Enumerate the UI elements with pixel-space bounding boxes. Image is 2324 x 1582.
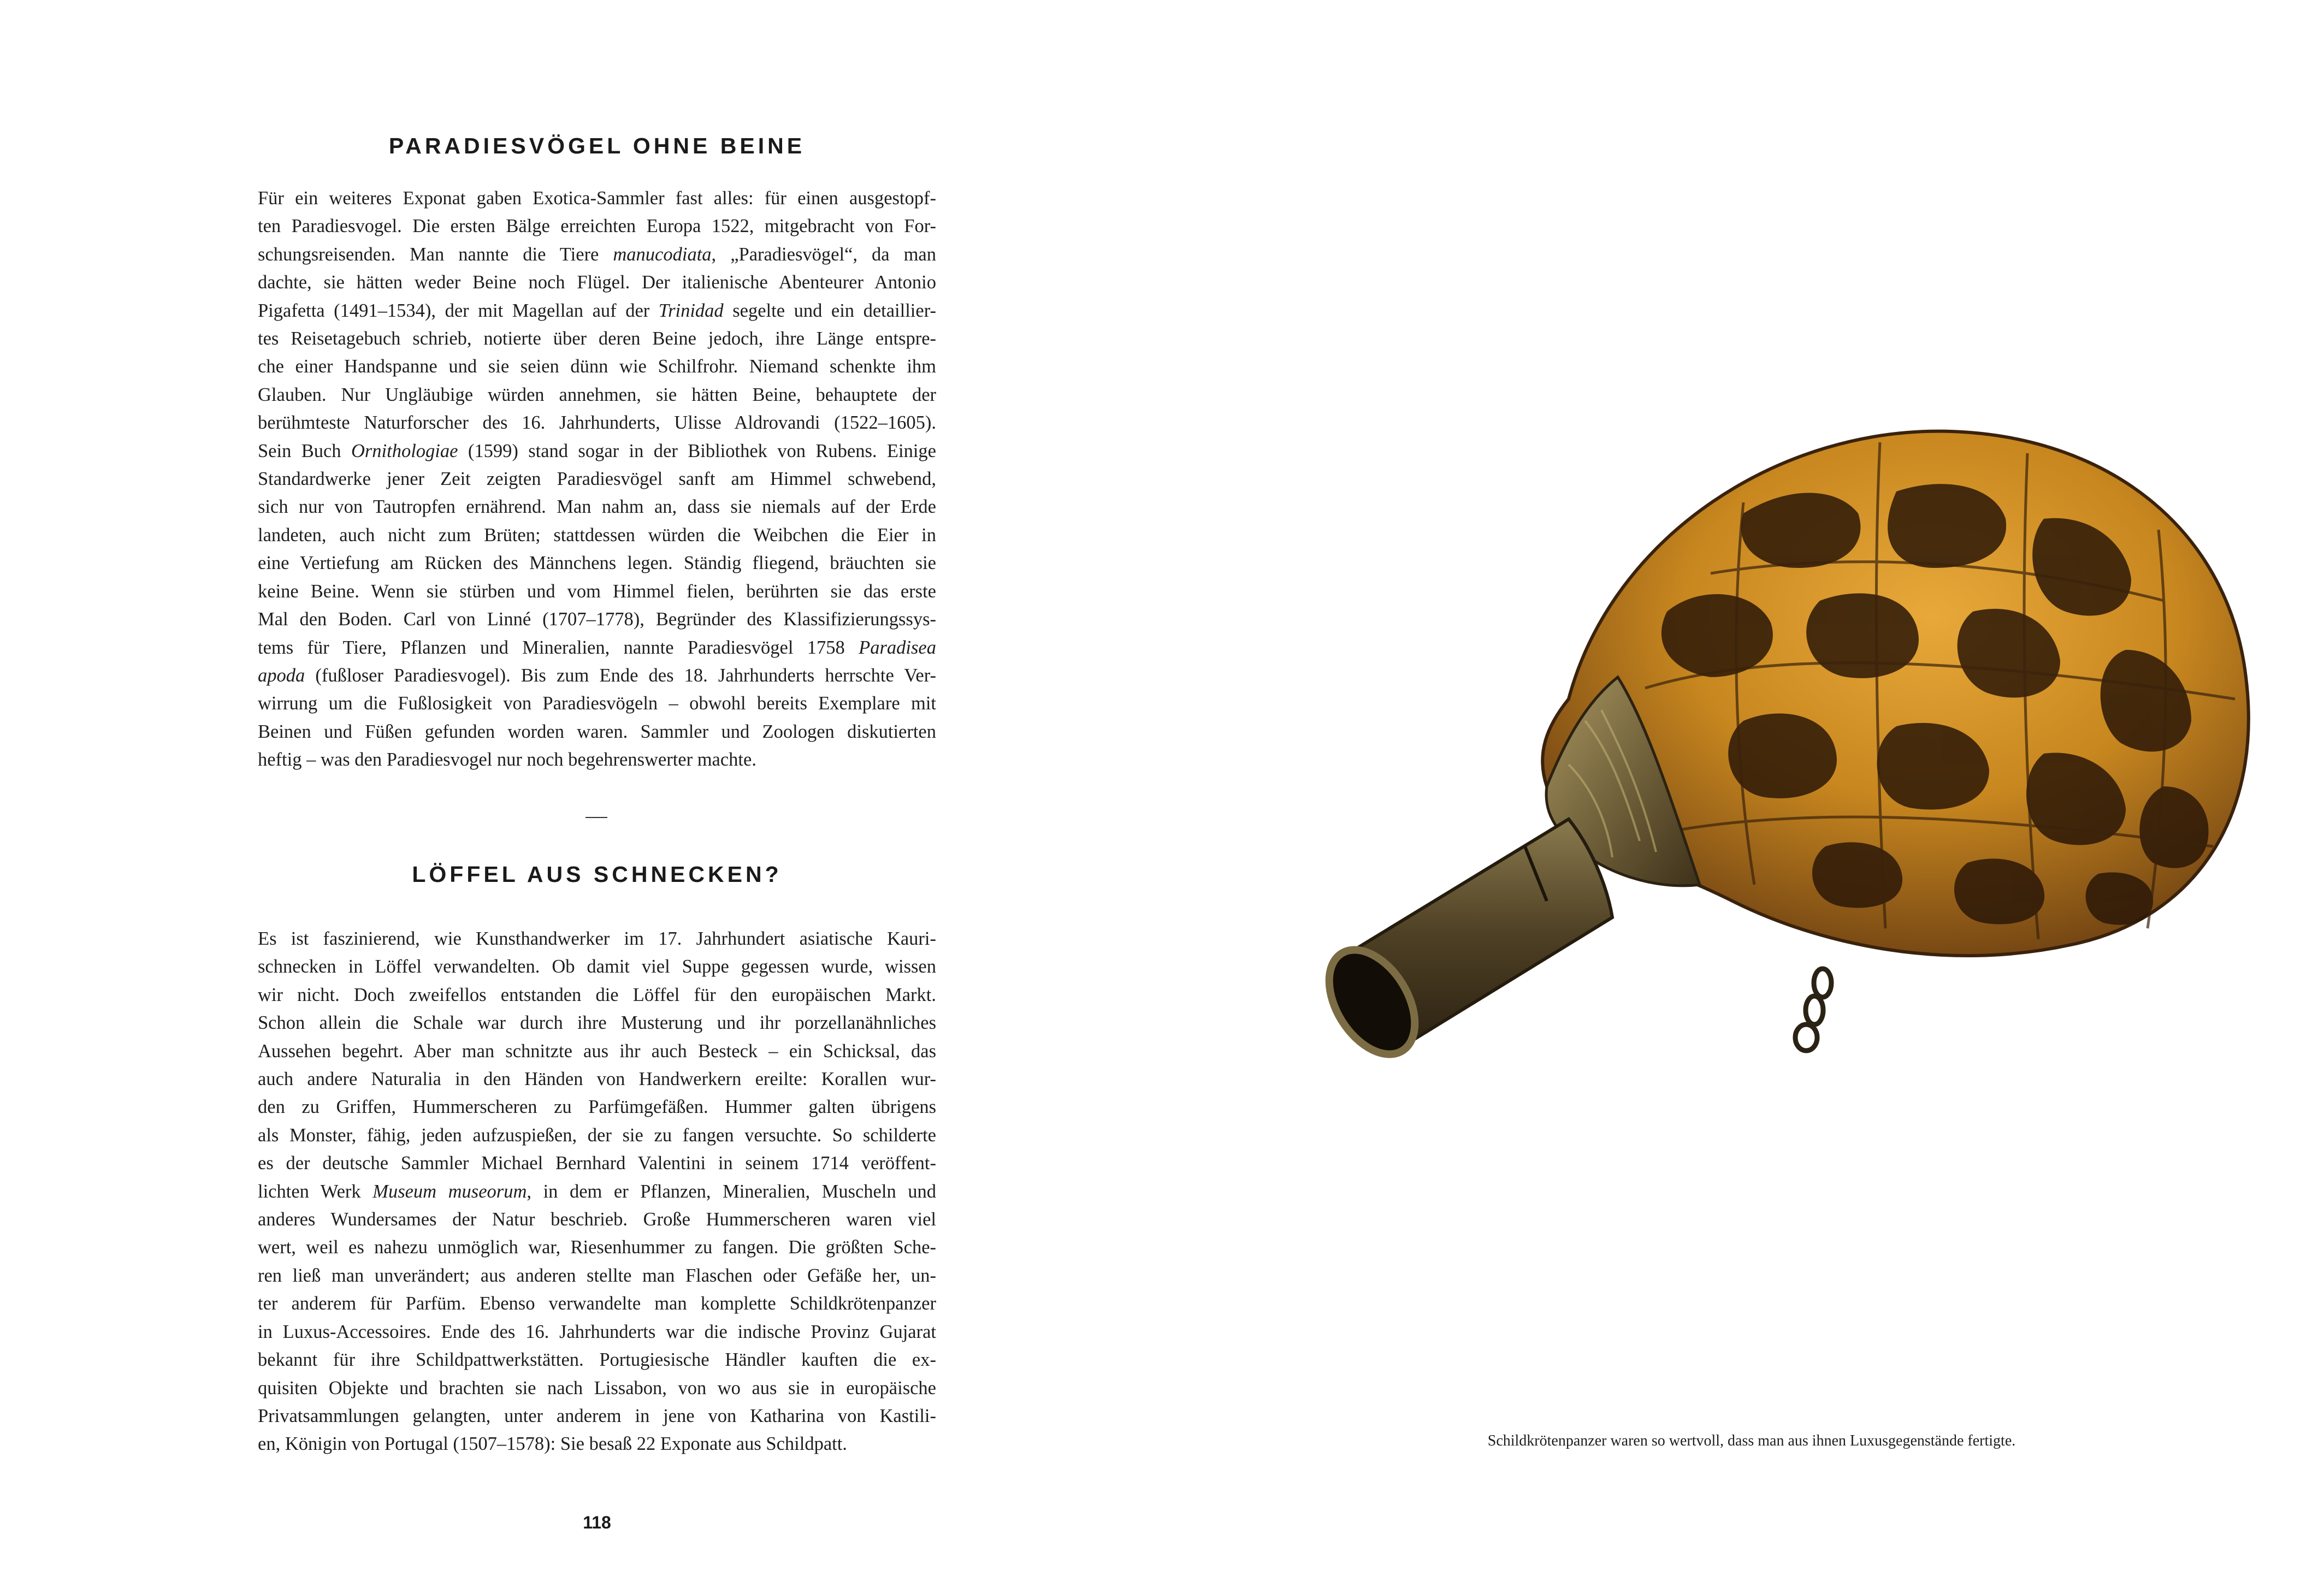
text-line: Pigafetta (1491–1534), der mit Magellan auf der Trinidad segelte und ein detaillier- [258, 300, 936, 321]
text-line: che einer Handspanne und sie seien dünn wie Schilfrohr. Niemand schenkte ihm [258, 356, 936, 377]
text-line: schnecken in Löffel verwandelten. Ob damit viel Suppe gegessen wurde, wissen [258, 956, 936, 977]
text-line: sich nur von Tautropfen ernährend. Man nahm an, dass sie niemals auf der Erde [258, 496, 936, 518]
text-line: tes Reisetagebuch schrieb, notierte über deren Beine jedoch, ihre Länge entspre- [258, 328, 936, 349]
page-number: 118 [583, 1513, 611, 1532]
text-line: Mal den Boden. Carl von Linné (1707–1778), Begründer des Klassifizierungssys- [258, 609, 936, 630]
text-line: wirrung um die Fußlosigkeit von Paradiesvögeln – obwohl bereits Exemplare mit [258, 693, 936, 714]
text-line: heftig – was den Paradiesvogel nur noch begehrenswerter machte. [258, 749, 756, 771]
text-line: Beinen und Füßen gefunden worden waren. Sammler und Zoologen diskutierten [258, 721, 936, 742]
text-line: Privatsammlungen gelangten, unter anderem in jene von Katharina von Kastili- [258, 1405, 936, 1426]
text-line: Glauben. Nur Ungläubige würden annehmen, sie hätten Beine, behauptete der [258, 384, 936, 405]
text-line: ter anderem für Parfüm. Ebenso verwandelte man komplette Schildkrötenpanzer [258, 1293, 936, 1314]
text-line: landeten, auch nicht zum Brüten; stattdessen würden die Weibchen die Eier in [258, 524, 936, 546]
text-line: wir nicht. Doch zweifellos entstanden die Löffel für den europäischen Markt. [258, 984, 936, 1005]
section-separator [586, 817, 607, 818]
chain [1795, 969, 1831, 1051]
text-line: eine Vertiefung am Rücken des Männchens legen. Ständig fliegend, bräuchten sie [258, 553, 936, 574]
text-line: Für ein weiteres Exponat gaben Exotica-Sammler fast alles: für einen ausgestopf- [258, 188, 936, 209]
text-line: Schon allein die Schale war durch ihre Musterung und ihr porzellanähnliches [258, 1012, 936, 1034]
text-line: den zu Griffen, Hummerscheren zu Parfümgefäßen. Hummer galten übrigens [258, 1097, 936, 1118]
text-line: bekannt für ihre Schildpattwerkstätten. Portugiesische Händler kauften die ex- [258, 1349, 936, 1371]
text-line: keine Beine. Wenn sie stürben und vom Himmel fielen, berührten sie das erste [258, 580, 936, 602]
text-line: Aussehen begehrt. Aber man schnitzte aus ihr auch Besteck – ein Schicksal, das [258, 1040, 936, 1062]
section-heading-loeffel: LÖFFEL AUS SCHNECKEN? [412, 862, 782, 887]
section-body-loeffel [258, 925, 936, 1459]
tortoise-shell-flask-image [1263, 393, 2279, 1125]
text-line: es der deutsche Sammler Michael Bernhard Valentini in seinem 1714 veröffent- [258, 1153, 936, 1174]
text-line: quisiten Objekte und brachten sie nach Lissabon, von wo aus sie in europäische [258, 1377, 936, 1399]
text-line: wert, weil es nahezu unmöglich war, Riesenhummer zu fangen. Die größten Sche- [258, 1237, 936, 1258]
text-line: als Monster, fähig, jeden aufzuspießen, der sie zu fangen versuchte. So schilderte [258, 1124, 936, 1146]
text-line: ten Paradiesvogel. Die ersten Bälge erreichten Europa 1522, mitgebracht von For- [258, 216, 936, 237]
text-line: Standardwerke jener Zeit zeigten Paradiesvögel sanft am Himmel schwebend, [258, 469, 936, 490]
text-line: Es ist faszinierend, wie Kunsthandwerker im 17. Jahrhundert asiatische Kauri- [258, 928, 936, 949]
text-line: apoda (fußloser Paradiesvogel). Bis zum Ende des 18. Jahrhunderts herrschte Ver- [258, 665, 936, 686]
right-page [1162, 0, 2324, 1582]
text-line: en, Königin von Portugal (1507–1578): Sie besaß 22 Exponate aus Schildpatt. [258, 1433, 847, 1455]
text-line: berühmteste Naturforscher des 16. Jahrhunderts, Ulisse Aldrovandi (1522–1605). [258, 412, 936, 434]
text-line: lichten Werk Museum museorum, in dem er Pflanzen, Mineralien, Muscheln und [258, 1181, 936, 1202]
section-heading-paradiesvoegel: PARADIESVÖGEL OHNE BEINE [388, 133, 806, 158]
text-line: Sein Buch Ornithologiae (1599) stand sogar in der Bibliothek von Rubens. Einige [258, 440, 936, 461]
text-line: in Luxus-Accessoires. Ende des 16. Jahrhunderts war die indische Provinz Gujarat [258, 1321, 936, 1342]
text-line: ren ließ man unverändert; aus anderen stellte man Flaschen oder Gefäße her, un- [258, 1265, 936, 1286]
section-body-paradiesvoegel [258, 185, 936, 774]
image-caption: Schildkrötenpanzer waren so wertvoll, dass man aus ihnen Luxusgegenstände fertigte. [1487, 1432, 2016, 1449]
text-line: dachte, sie hätten weder Beine noch Flügel. Der italienische Abenteurer Antonio [258, 272, 936, 293]
text-line: tems für Tiere, Pflanzen und Mineralien, nannte Paradiesvögel 1758 Paradisea [258, 637, 936, 658]
text-line: auch andere Naturalia in den Händen von Handwerkern ereilte: Korallen wur- [258, 1069, 936, 1090]
text-line: anderes Wundersames der Natur beschrieb. Große Hummerscheren waren viel [258, 1209, 936, 1230]
text-line: schungsreisenden. Man nannte die Tiere manucodiata, „Paradiesvögel“, da man [258, 244, 936, 265]
